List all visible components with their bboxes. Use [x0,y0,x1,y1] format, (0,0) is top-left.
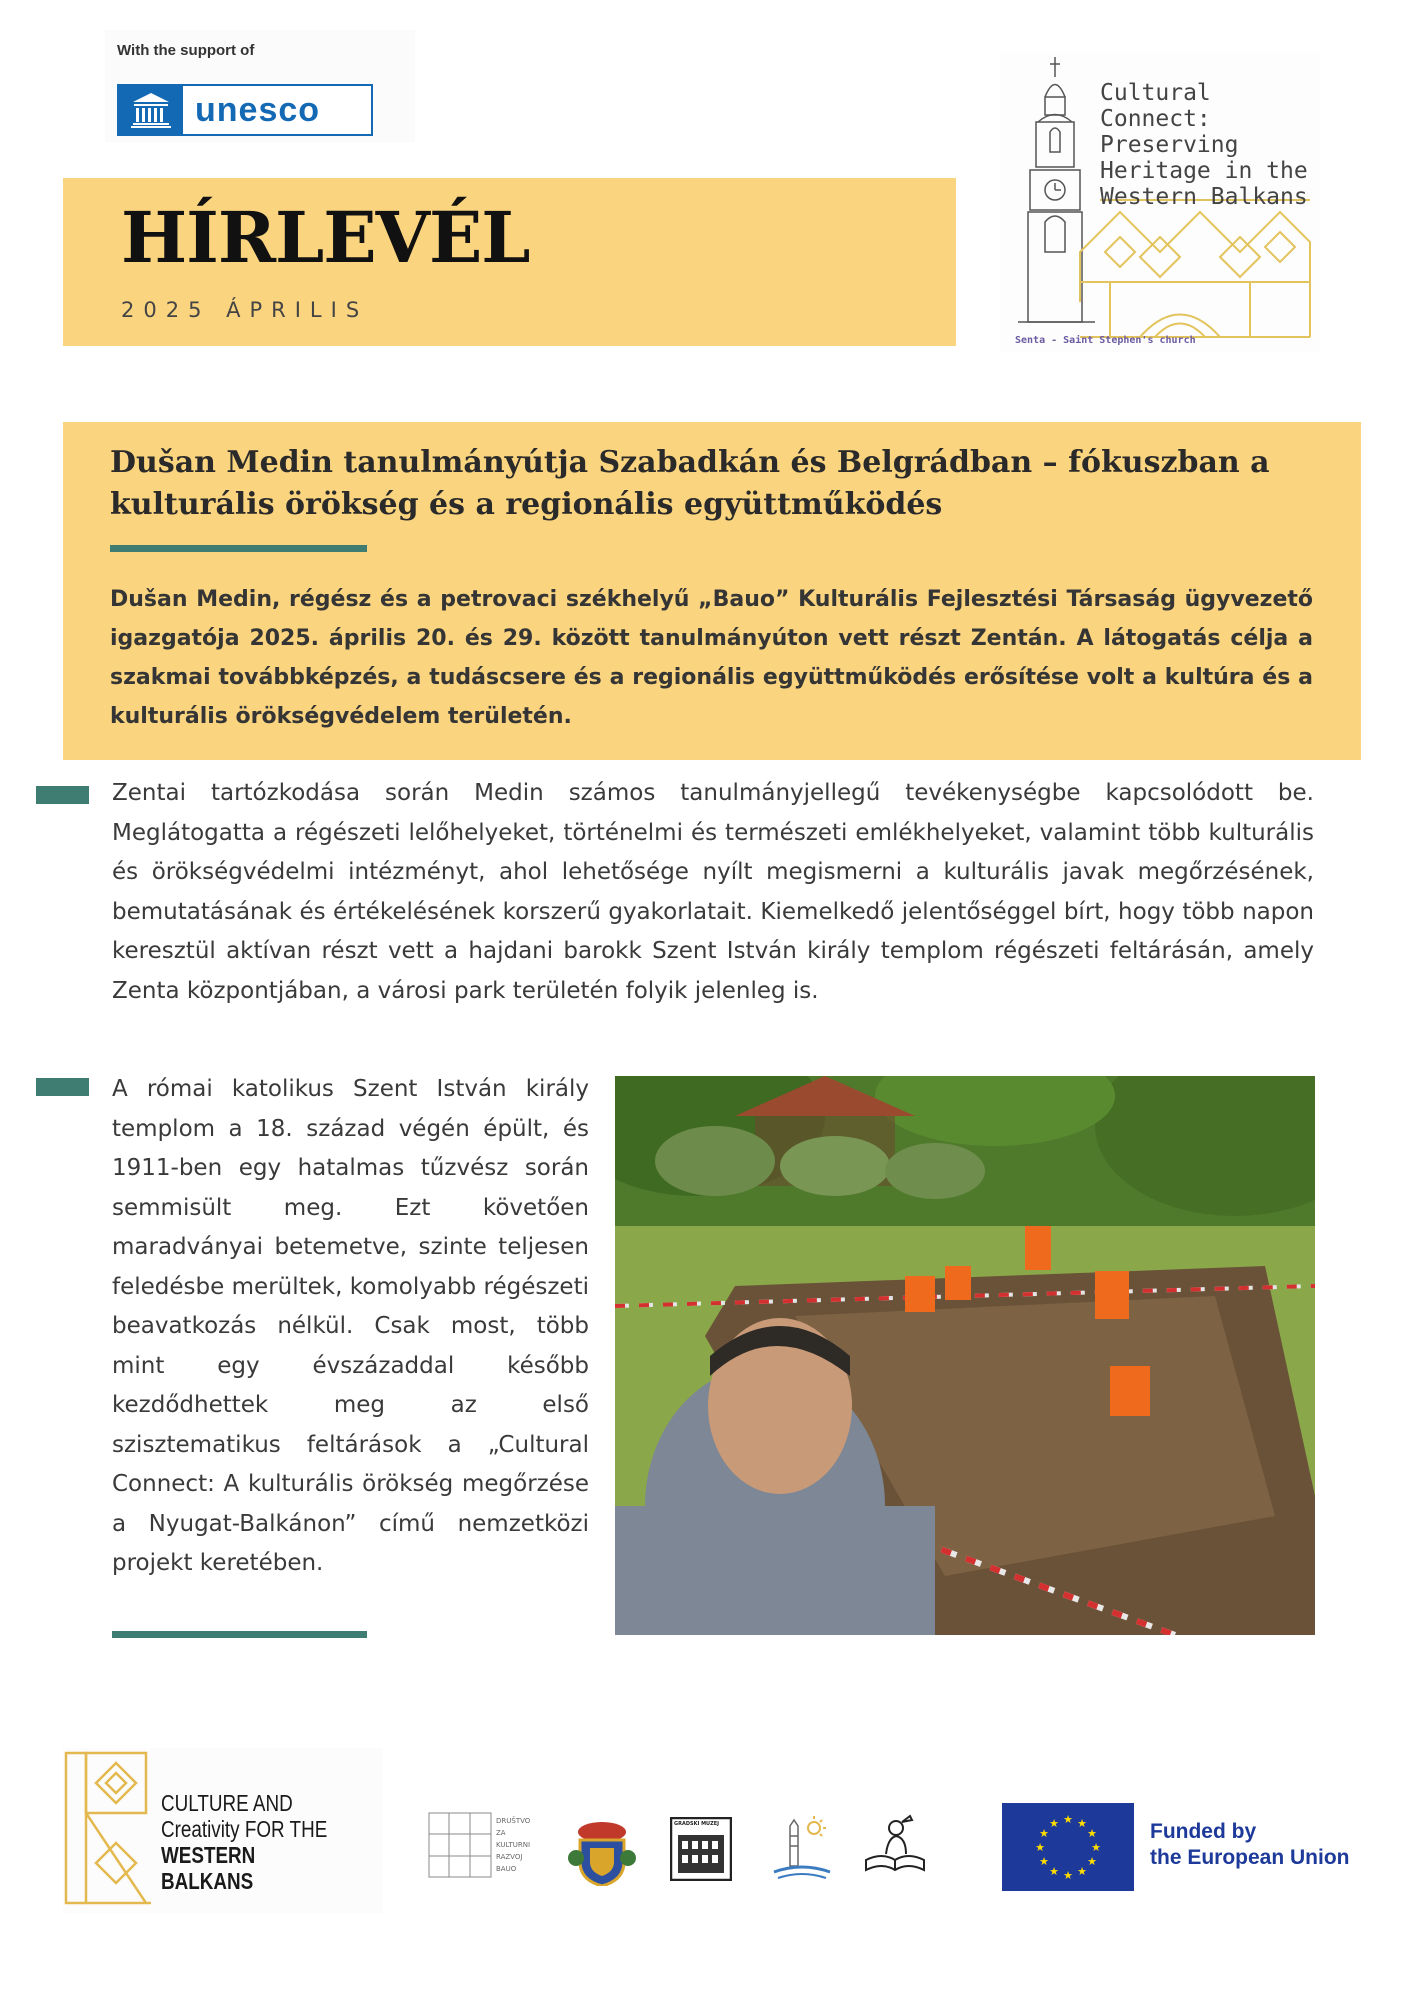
ccwb-line: Creativity FOR THE [161,1816,328,1842]
paragraph-marker [36,786,89,804]
article-intro-box [63,422,1361,760]
paragraph-marker [36,1078,89,1096]
article-paragraph-1: Zentai tartózkodása során Medin számos tanulmányjellegű tevékenységbe kapcsolódott be. Meglátogatta a régészeti lelőhelyeket, történelmi és természeti emlékhelyeket, valamint több kulturális és örökségvédelmi intézményt, ahol lehetősége nyílt megismerni a kulturális javak megőrzésének, bemutatásának és értékelésének korszerű gyakorlatait. Kiemelkedő jelentőséggel bírt, hogy több napon keresztül aktívan részt vett a hajdani barokk Szent István király templom régészeti feltárásán, amely Zenta központjában, a városi park területén folyik jelenleg is. [112,780,1314,1004]
eu-funding-line: the European Union [1150,1846,1350,1869]
cc-line: Preserving [1100,132,1239,158]
logo-caption: Senta - Saint Stephen's church [1015,335,1196,346]
museum-label-line: SENTA [714,1873,727,1878]
coat-of-arms-icon [566,1818,638,1886]
cultural-connect-logo [1000,52,1320,352]
cc-line: Cultural Connect: [1100,80,1211,132]
support-label: With the support of [117,42,255,59]
unesco-logo [117,84,373,136]
cc-line: Heritage in the [1100,158,1308,184]
unesco-temple-icon [119,86,183,134]
newsletter-header [63,178,956,346]
headline-rule [110,545,367,552]
article-paragraph-2: A római katolikus Szent István király templom a 18. század végén épült, és 1911-ben egy hatalmas tűzvész során semmisült meg. Ezt követően maradványai betemetve, szinte teljesen feledésbe merültek, komolyabb régészeti beavatkozás nélkül. Csak most, több mint egy évszázaddal később kezdődhettek meg az első szisztematikus feltárások a „Cultural Connect: A kulturális örökség megőrzése a Nyugat-Balkánon” című nemzetközi projekt keretében. [112,1076,589,1576]
article-lead: Dušan Medin, régész és a petrovaci székhelyű „Bauo” Kulturális Fejlesztési Társaság ügyvezető igazgatója 2025. április 20. és 29. között tanulmányúton vett részt Zentán. A látogatás célja a szakmai továbbképzés, a tudáscsere és a regionális együttműködés erősítése volt a kultúra és a kulturális örökségvédelem területén. [110,587,1313,729]
bauo-label-line: DRUŠTVO [496,1817,531,1825]
svg-text:★: ★ [1077,1817,1087,1830]
culture-creativity-logo [63,1748,383,1913]
museum-label-line: MUZEJ [701,1821,719,1827]
ccwb-line: WESTERN BALKANS [161,1842,256,1894]
svg-text:★: ★ [1063,1813,1073,1826]
svg-text:★: ★ [1087,1827,1097,1840]
ccwb-line: CULTURE AND [161,1790,293,1816]
cultural-connect-title [1100,80,1310,210]
ccwb-emblem-icon [63,1748,158,1913]
ccwb-title [161,1790,341,1894]
svg-text:★: ★ [1039,1855,1049,1868]
excavation-photo [615,1076,1315,1635]
city-museum-icon [670,1817,732,1881]
article-headline: Dušan Medin tanulmányútja Szabadkán és Belgrádban – fókuszban a kulturális örökség és a regionális együttműködés [110,445,1270,522]
lighthouse-sun-icon [770,1814,834,1884]
svg-text:★: ★ [1049,1817,1059,1830]
svg-text:★: ★ [1049,1865,1059,1878]
bauo-logo-icon [428,1812,531,1880]
bauo-label-line: BAUO [496,1865,517,1873]
svg-text:★: ★ [1063,1869,1073,1882]
svg-text:★: ★ [1039,1827,1049,1840]
cc-line: Western Balkans [1100,184,1308,210]
museum-label-line: GRADSKI [674,1821,700,1827]
svg-text:★: ★ [1091,1841,1101,1854]
eu-flag-icon [1002,1803,1134,1891]
bauo-label-line: RAZVOJ [496,1853,523,1861]
svg-text:★: ★ [1035,1841,1045,1854]
bauo-label-line: ZA [496,1829,506,1837]
bauo-label [496,1815,530,1875]
svg-text:★: ★ [1077,1865,1087,1878]
newsletter-date: 2025 ÁPRILIS [121,298,369,322]
eu-funding-line: Funded by [1150,1820,1257,1843]
bauo-label-line: KULTURNI [496,1841,531,1849]
newsletter-title: HÍRLEVÉL [121,196,530,279]
museum-label [674,1821,719,1827]
paragraph-rule [112,1631,367,1638]
svg-text:★: ★ [1087,1855,1097,1868]
unesco-support-block [105,30,415,142]
unesco-wordmark: unesco [195,91,321,129]
eu-funding-label [1150,1819,1350,1871]
book-figure-icon [862,1812,928,1878]
